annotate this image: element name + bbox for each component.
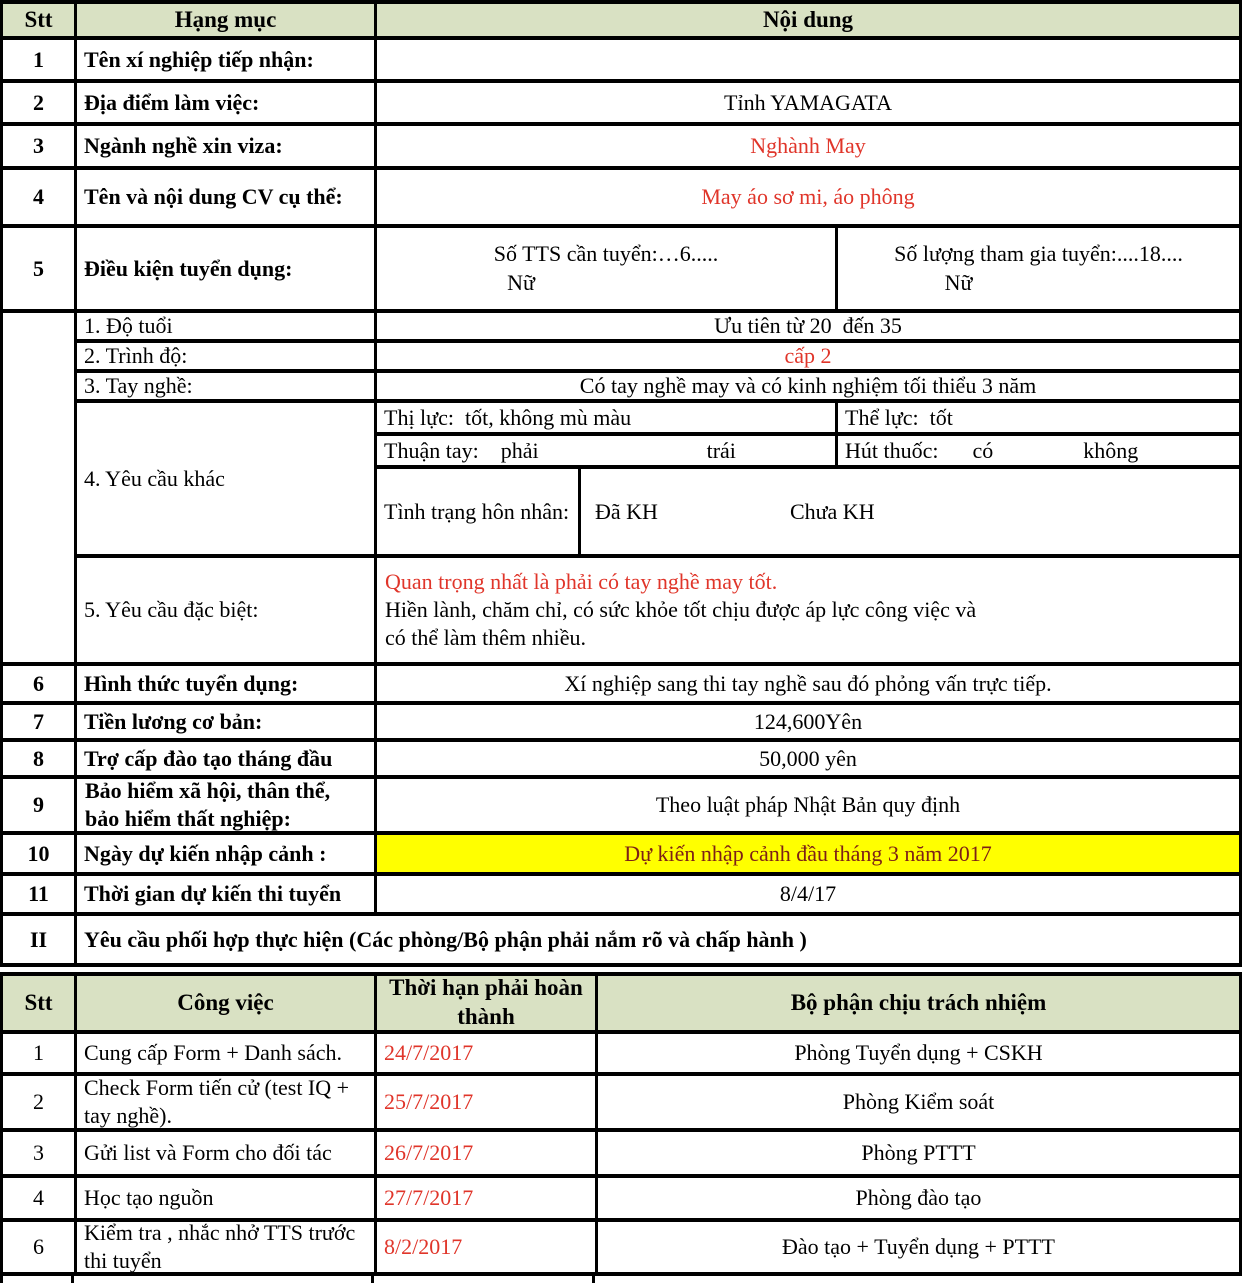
task-number: 2: [3, 1076, 77, 1128]
marital-status-options: [581, 469, 1239, 554]
smoking-cell: [838, 436, 1239, 465]
row-value: May áo sơ mi, áo phông: [701, 184, 915, 209]
task-number: 6: [3, 1222, 77, 1272]
special-req-line1: Quan trọng nhất là phải có tay nghề may tốt.: [385, 568, 778, 594]
insurance-label-line2: bảo hiểm thất nghiệp:: [85, 806, 291, 831]
row-exam-date: [3, 876, 1239, 916]
row-value: 50,000 yên: [759, 745, 857, 771]
row-number: 3: [3, 126, 77, 166]
conditions-subblock: [3, 313, 1239, 666]
subrow-other-requirements: [77, 403, 1239, 558]
marital-status-row: [377, 469, 1239, 554]
row-recruitment-conditions: [3, 228, 1239, 313]
task-row: [3, 1034, 1239, 1076]
row-number: 8: [3, 742, 77, 775]
task-name: Gửi list và Form cho đối tác: [77, 1132, 377, 1174]
row-base-salary: [3, 705, 1239, 742]
merged-empty-stt-cell: [3, 313, 77, 662]
task-department: Phòng Kiểm soát: [842, 1089, 995, 1114]
col-header-category: Hạng mục: [77, 4, 377, 36]
trainees-needed-cell: [377, 228, 838, 309]
smoking-option-yes: có: [972, 437, 994, 463]
dominant-hand-cell: [377, 436, 838, 465]
task-number: 4: [3, 1178, 77, 1218]
table2-header-row: [3, 976, 1239, 1034]
smoking-label: Hút thuốc:: [845, 437, 939, 463]
marital-status-label: Tình trạng hôn nhân:: [377, 469, 581, 554]
subrow-label: 5. Yêu cầu đặc biệt:: [77, 558, 377, 662]
row-number: 10: [3, 835, 77, 872]
row-label: Tiền lương cơ bản:: [77, 705, 377, 738]
subrow-label: 4. Yêu cầu khác: [77, 403, 377, 554]
row-training-allowance: [3, 742, 1239, 779]
row-label: Tên xí nghiệp tiếp nhận:: [77, 40, 377, 79]
smoking-option-no: không: [1083, 437, 1139, 463]
row-number: 7: [3, 705, 77, 738]
special-req-line3: có thể làm thêm nhiều.: [385, 625, 586, 651]
row-number: 9: [3, 779, 77, 831]
special-requirements-text: [377, 558, 1239, 662]
applicants-count-text: Số lượng tham gia tuyển:....18....: [894, 241, 1183, 267]
row-number: 1: [3, 40, 77, 79]
task-department: Phòng PTTT: [861, 1140, 976, 1165]
stub-col2: [74, 1276, 374, 1283]
task-deadline: 8/2/2017: [377, 1222, 598, 1272]
row-work-location: [3, 83, 1239, 126]
coordination-table: [0, 972, 1242, 1276]
row-label: Điều kiện tuyển dụng:: [77, 228, 377, 309]
trainees-needed-gender: Nữ: [507, 269, 535, 295]
marital-option-single: Chưa KH: [789, 498, 875, 524]
trainees-needed-text: Số TTS cần tuyển:…6.....: [493, 241, 719, 267]
col-header-stt: Stt: [3, 976, 77, 1030]
subrow-skill: [77, 373, 1239, 403]
subrow-value: cấp 2: [784, 343, 832, 368]
row-value-highlighted: Dự kiến nhập cảnh đầu tháng 3 năm 2017: [377, 835, 1239, 872]
row-number: 5: [3, 228, 77, 309]
row-company-name: [3, 40, 1239, 83]
subrow-education: [77, 343, 1239, 373]
vision-physical-row: [377, 403, 1239, 436]
insurance-label-line1: Bảo hiểm xã hội, thân thể,: [85, 779, 331, 803]
applicants-count-gender: Nữ: [944, 269, 973, 295]
task-deadline: 27/7/2017: [377, 1178, 598, 1218]
col-header-task: Công việc: [77, 976, 377, 1030]
row-value: Nghành May: [750, 133, 866, 158]
task-name: Cung cấp Form + Danh sách.: [77, 1034, 377, 1072]
task-number: 3: [3, 1132, 77, 1174]
subrow-label: 2. Trình độ:: [77, 343, 377, 369]
col-header-deadline: Thời hạn phải hoàn thành: [377, 976, 598, 1030]
task-department: Phòng đào tạo: [855, 1185, 982, 1210]
col-header-stt: Stt: [3, 4, 77, 36]
table1-header-row: [3, 4, 1239, 40]
task-row: [3, 1076, 1239, 1132]
applicants-count-cell: [838, 228, 1239, 309]
subrow-label: 3. Tay nghề:: [77, 373, 377, 399]
subrow-age: [77, 313, 1239, 343]
vision-cell: Thị lực: tốt, không mù màu: [377, 403, 838, 432]
section2-title: Yêu cầu phối hợp thực hiện (Các phòng/Bộ phận phải nắm rõ và chấp hành ): [84, 926, 807, 952]
row-label: [77, 779, 377, 831]
hand-option-left: trái: [706, 437, 736, 463]
row-insurance: [3, 779, 1239, 835]
task-row: [3, 1132, 1239, 1178]
row-value: 124,600Yên: [753, 708, 863, 734]
section2-title-row: [3, 916, 1239, 963]
col-header-department: Bộ phận chịu trách nhiệm: [598, 976, 1239, 1030]
subrow-value: Có tay nghề may và có kinh nghiệm tối thiểu 3 năm: [579, 373, 1037, 398]
task-deadline: 24/7/2017: [377, 1034, 598, 1072]
col-header-content: Nội dung: [377, 4, 1239, 36]
row-value: Tỉnh YAMAGATA: [724, 89, 892, 115]
cutoff-next-row: [0, 1276, 1242, 1283]
task-name: Kiểm tra , nhắc nhở TTS trước thi tuyển: [77, 1222, 377, 1272]
hand-smoking-row: [377, 436, 1239, 469]
task-deadline: 25/7/2017: [377, 1076, 598, 1128]
stub-col3: [374, 1276, 595, 1283]
physical-cell: Thể lực: tốt: [845, 404, 953, 430]
special-req-line2: Hiền lành, chăm chỉ, có sức khỏe tốt chịu được áp lực công việc và: [385, 596, 977, 622]
row-number: 6: [3, 666, 77, 701]
row-value: Theo luật pháp Nhật Bản quy định: [655, 792, 961, 817]
row-visa-trade: [3, 126, 1239, 170]
task-row: [3, 1178, 1239, 1222]
row-label: Địa điểm làm việc:: [77, 83, 377, 122]
row-entry-date: [3, 835, 1239, 876]
task-row: [3, 1222, 1239, 1272]
row-label: Hình thức tuyển dụng:: [77, 666, 377, 701]
row-number: 11: [3, 876, 77, 912]
subrow-label: 1. Độ tuổi: [77, 313, 377, 339]
row-value: [377, 40, 1239, 79]
task-deadline: 26/7/2017: [377, 1132, 598, 1174]
marital-option-married: Đã KH: [595, 498, 658, 524]
task-name: Học tạo nguồn: [77, 1178, 377, 1218]
row-label: Tên và nội dung CV cụ thể:: [77, 170, 377, 224]
stub-col1: [3, 1276, 74, 1283]
row-job-description: [3, 170, 1239, 228]
stub-col4: [595, 1276, 1242, 1283]
row-recruitment-method: [3, 666, 1239, 705]
task-name: Check Form tiến cử (test IQ + tay nghề).: [77, 1076, 377, 1128]
subrow-special-requirements: [77, 558, 1239, 662]
row-label: Ngành nghề xin viza:: [77, 126, 377, 166]
hand-option-right: phải: [500, 437, 539, 463]
task-number: 1: [3, 1034, 77, 1072]
row-value: Xí nghiệp sang thi tay nghề sau đó phỏng vấn trực tiếp.: [564, 670, 1052, 696]
row-label: Thời gian dự kiến thi tuyển: [77, 876, 377, 912]
row-label: Ngày dự kiến nhập cảnh :: [77, 835, 377, 872]
row-number: 4: [3, 170, 77, 224]
dominant-hand-label: Thuận tay:: [384, 437, 479, 463]
row-label: Trợ cấp đào tạo tháng đầu: [77, 742, 377, 775]
row-number: 2: [3, 83, 77, 122]
task-department: Đào tạo + Tuyển dụng + PTTT: [782, 1234, 1055, 1259]
section2-number: II: [3, 916, 77, 963]
row-value: 8/4/17: [779, 881, 837, 906]
subrow-value: Ưu tiên từ 20 đến 35: [714, 313, 902, 338]
task-department: Phòng Tuyển dụng + CSKH: [794, 1040, 1043, 1065]
